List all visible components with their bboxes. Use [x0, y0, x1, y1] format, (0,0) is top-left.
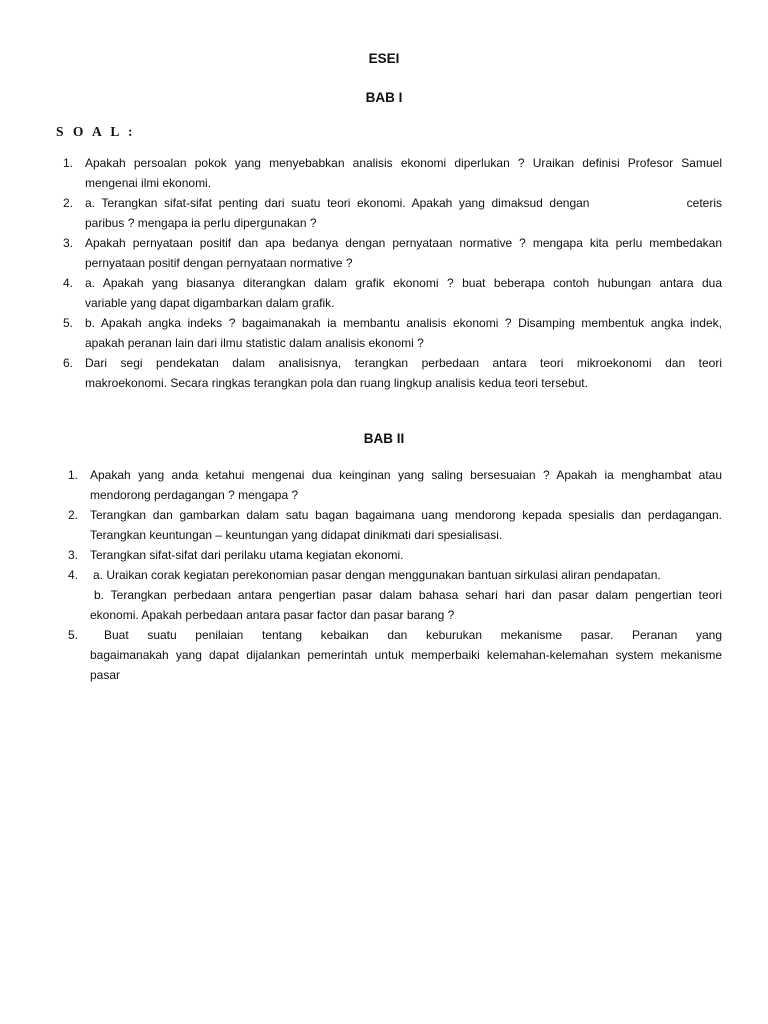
- bab1-heading: BAB I: [365, 90, 403, 105]
- question-number: 3.: [63, 236, 74, 250]
- bab1-question-5: [0, 313, 768, 353]
- question-text: Apakah persoalan pokok yang menyebabkan analisis ekonomi diperlukan ? Uraikan definisi Profesor Samuel mengenai ilmi ekonomi.: [85, 156, 722, 190]
- question-text: Terangkan dan gambarkan dalam satu bagan bagaimana uang mendorong kepada spesialis dan perdagangan. Terangkan keuntungan – keuntungan yang didapat dinikmati dari spesialisasi.: [90, 508, 722, 542]
- bab2-question-4: [0, 565, 768, 625]
- question-text: Dari segi pendekatan dalam analisisnya, terangkan perbedaan antara teori mikroekonomi dan teori makroekonomi. Secara ringkas terangkan pola dan ruang lingkup analisis kedua teori tersebut.: [85, 356, 722, 390]
- question-number: 2.: [68, 508, 79, 522]
- question-text: Buat suatu penilaian tentang kebaikan dan keburukan mekanisme pasar. Peranan yang bagaimanakah yang dapat dijalankan pemerintah untuk memperbaiki kelemahan-kelemahan system mekanisme pasar: [90, 628, 722, 682]
- bab2-question-list: [0, 465, 768, 685]
- question-number: 6.: [63, 356, 74, 370]
- bab1-question-list: [0, 153, 768, 393]
- bab2-heading: BAB II: [363, 431, 405, 446]
- question-text: Apakah yang anda ketahui mengenai dua keinginan yang saling bersesuaian ? Apakah ia menghambat atau mendorong perdagangan ? mengapa ?: [90, 468, 722, 502]
- bab1-question-6: [0, 353, 768, 393]
- bab2-question-3: [0, 545, 768, 565]
- question-number: 5.: [63, 316, 74, 330]
- question-number: 1.: [68, 468, 79, 482]
- bab2-question-1: [0, 465, 768, 505]
- bab2-question-5: [0, 625, 768, 685]
- question-text: Apakah pernyataan positif dan apa bedanya dengan pernyataan normative ? mengapa kita perlu membedakan pernyataan positif dengan pernyataan normative ?: [85, 236, 722, 270]
- question-number: 2.: [63, 196, 74, 210]
- question-number: 4.: [63, 276, 74, 290]
- question-text: a. Terangkan sifat-sifat penting dari suatu teori ekonomi. Apakah yang dimaksud dengan ceteris paribus ? mengapa ia perlu dipergunakan ?: [85, 196, 722, 230]
- question-number: 3.: [68, 548, 79, 562]
- document-title: ESEI: [368, 51, 400, 66]
- question-text: a. Uraikan corak kegiatan perekonomian pasar dengan menggunakan bantuan sirkulasi aliran pendapatan. b. Terangkan perbedaan antara pengertian pasar dalam bahasa sehari hari dan pasar dalam pengertian teori ekonomi. Apakah perbedaan antara pasar factor dan pasar barang ?: [90, 568, 722, 622]
- bab1-question-3: [0, 233, 768, 273]
- question-number: 5.: [68, 628, 79, 642]
- question-text: b. Apakah angka indeks ? bagaimanakah ia membantu analisis ekonomi ? Disamping membentuk angka indek, apakah peranan lain dari ilmu statistic dalam analisis ekonomi ?: [85, 316, 722, 350]
- bab1-question-1: [0, 153, 768, 193]
- question-number: 1.: [63, 156, 74, 170]
- question-number: 4.: [68, 568, 79, 582]
- soal-label: S O A L :: [56, 124, 136, 139]
- bab2-question-2: [0, 505, 768, 545]
- question-text: a. Apakah yang biasanya diterangkan dalam grafik ekonomi ? buat beberapa contoh hubungan antara dua variable yang dapat digambarkan dalam grafik.: [85, 276, 722, 310]
- bab1-question-4: [0, 273, 768, 313]
- bab1-question-2: [0, 193, 768, 233]
- question-text: Terangkan sifat-sifat dari perilaku utama kegiatan ekonomi.: [90, 548, 404, 562]
